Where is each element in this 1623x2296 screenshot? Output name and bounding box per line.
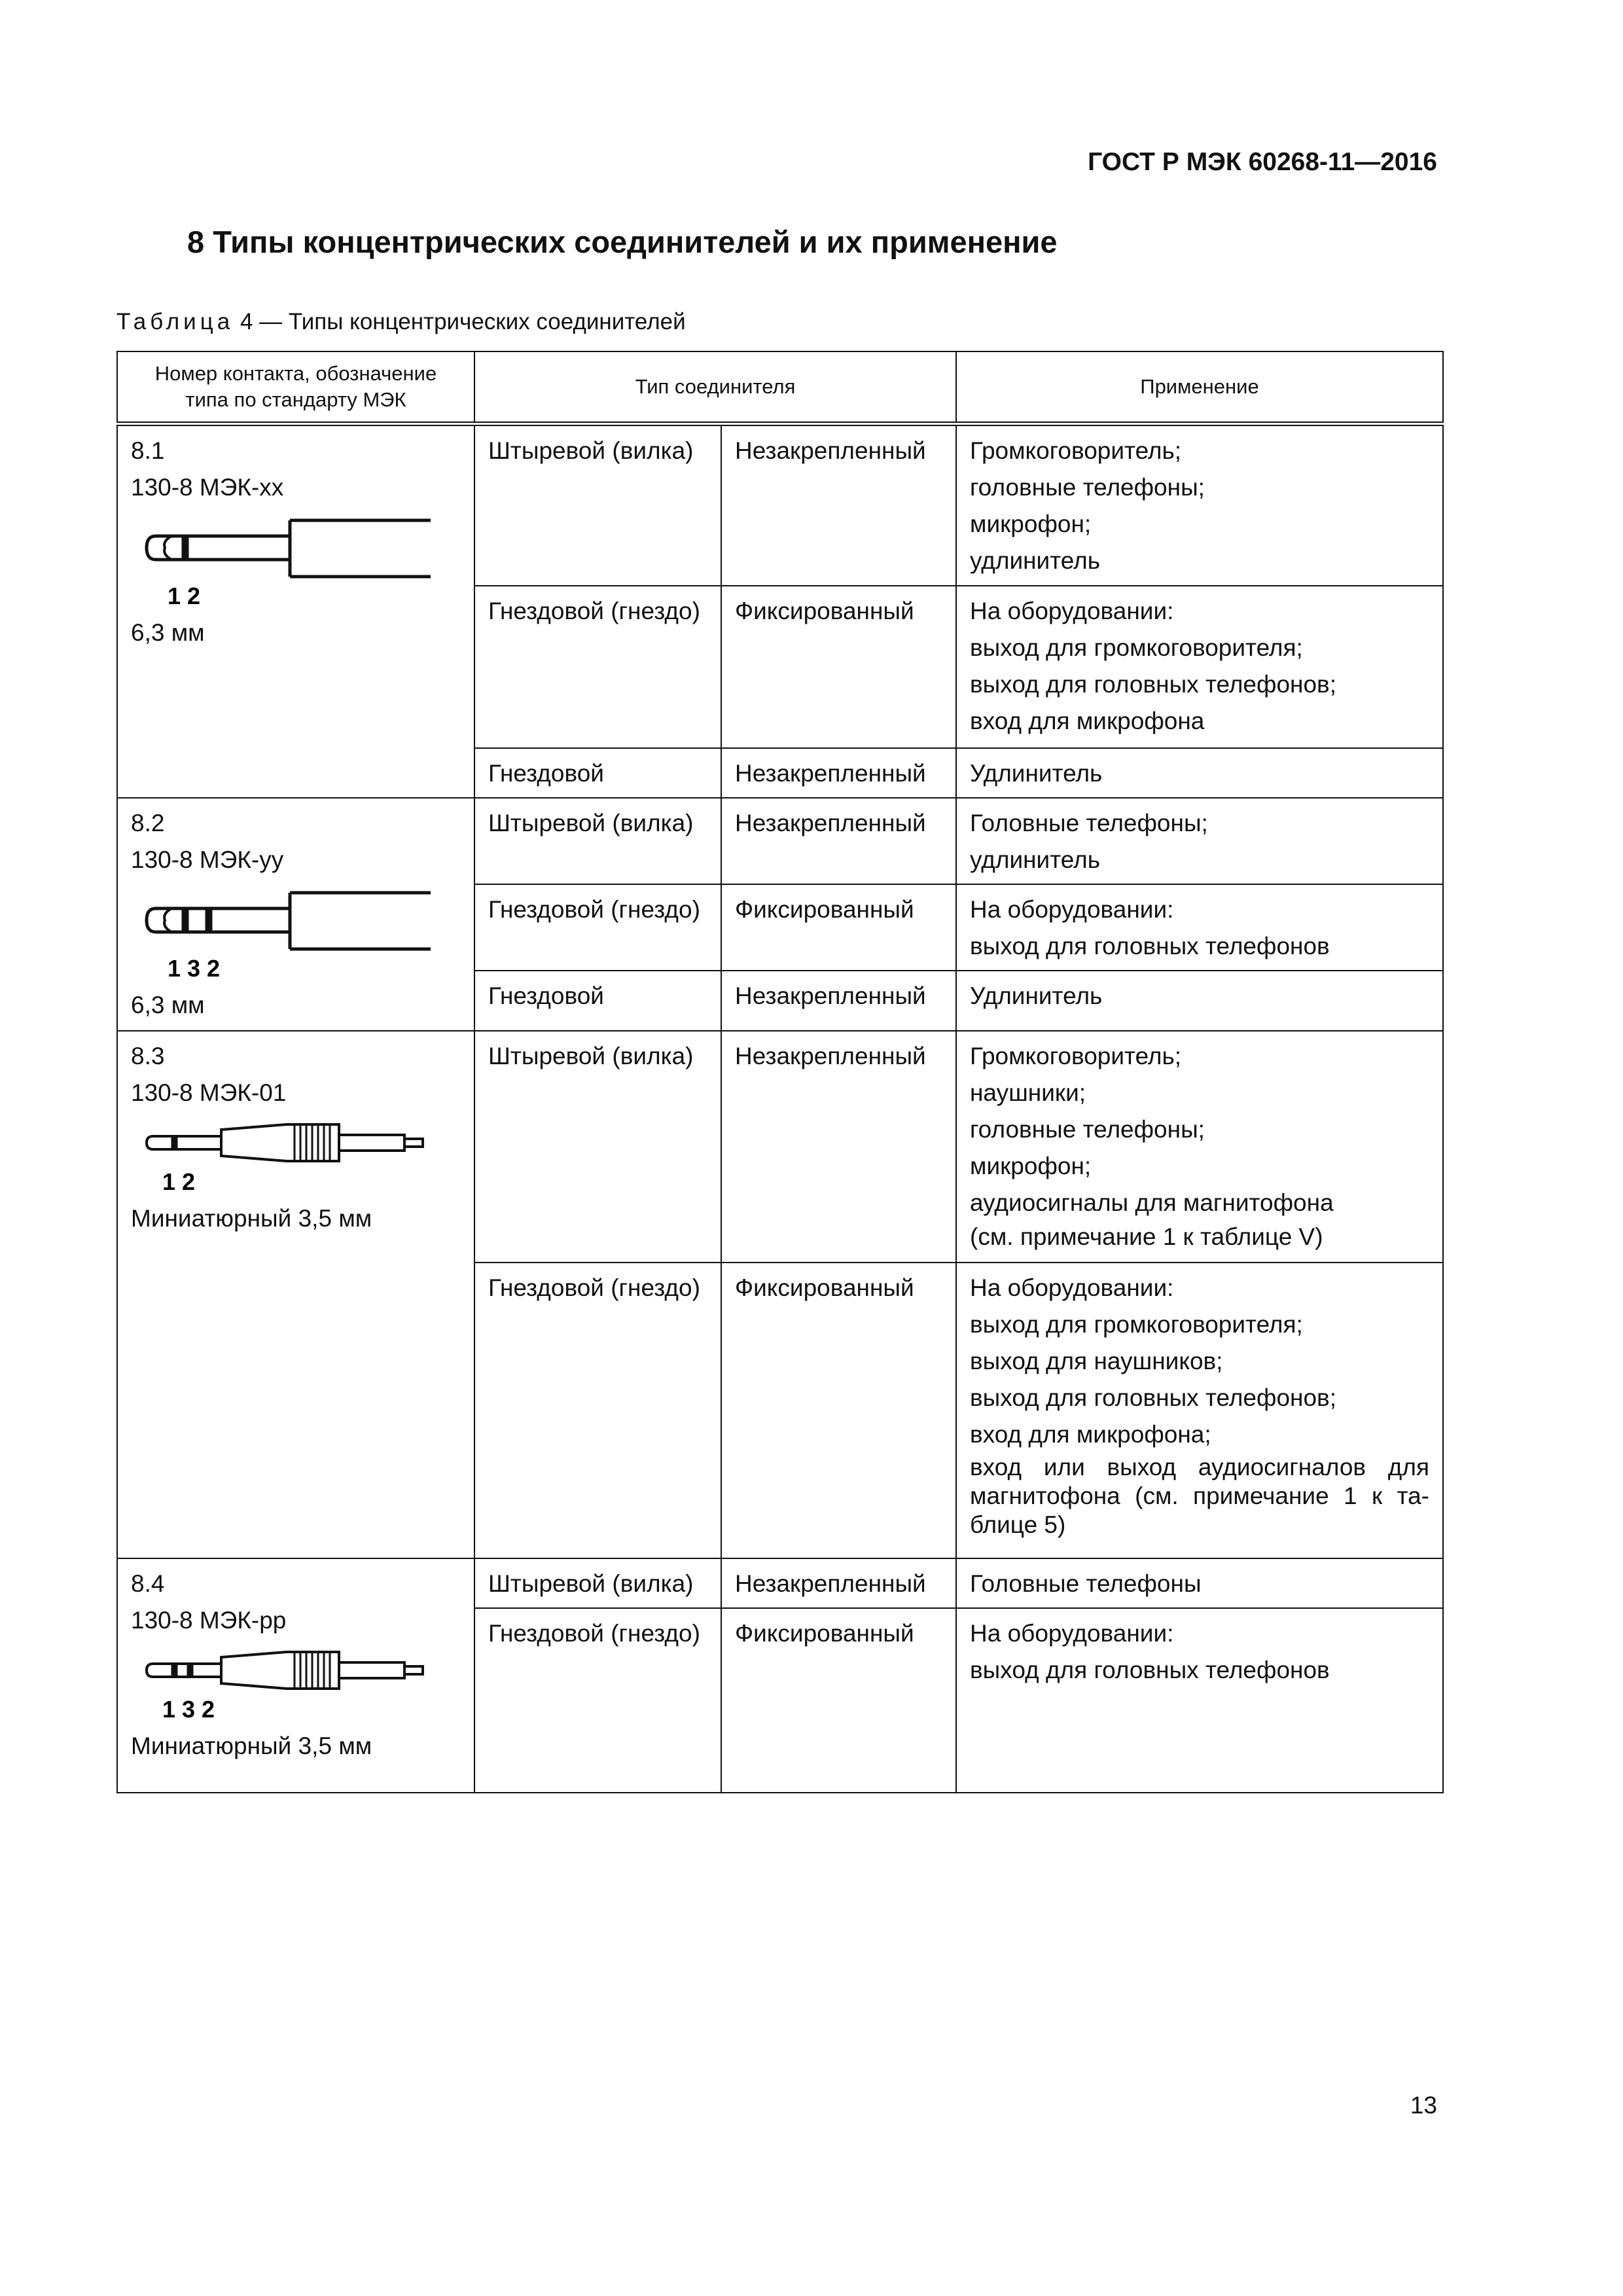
connector-type-cell: Штыревой (вилка) [474, 1558, 721, 1608]
application-line: На оборудовании: [970, 896, 1174, 923]
table-row [117, 798, 1443, 884]
application-cell [956, 423, 1443, 586]
table-row [117, 1031, 1443, 1263]
application-line: вход для микрофона; [970, 1421, 1211, 1448]
application-cell [956, 884, 1443, 971]
contact-number: 8.1 [131, 437, 165, 464]
application-line: Головные телефоны; [970, 810, 1208, 836]
connector-type-cell: Штыревой (вилка) [474, 798, 721, 884]
contact-designation-cell [117, 1558, 474, 1793]
connector-type-cell: Гнездовой (гнездо) [474, 1608, 721, 1793]
iec-designation: 130-8 МЭК-xx [131, 473, 284, 501]
application-line: выход для головных телефонов; [970, 1384, 1336, 1411]
mounting-cell: Фиксированный [721, 884, 956, 971]
iec-designation: 130-8 МЭК-pp [131, 1607, 287, 1634]
contact-labels: 1 2 [168, 582, 201, 609]
application-line: магнитофона (см. примечание 1 к та- [970, 1482, 1429, 1509]
application-cell [956, 1263, 1443, 1558]
connector-type-cell: Гнездовой [474, 971, 721, 1031]
mounting-cell: Незакрепленный [721, 1031, 956, 1263]
connector-size: 6,3 мм [131, 619, 205, 646]
application-cell [956, 1031, 1443, 1263]
application-line: микрофон; [970, 1153, 1092, 1179]
application-line: На оборудовании: [970, 1620, 1174, 1647]
application-line: выход для головных телефонов [970, 1657, 1330, 1683]
mounting-cell: Незакрепленный [721, 798, 956, 884]
application-line: вход или выход аудиосигналов для [970, 1454, 1429, 1480]
plug-3-5mm-3-contact-icon [143, 1648, 431, 1723]
contact-labels: 1 3 2 [162, 1696, 215, 1723]
application-line: выход для громкоговорителя; [970, 1311, 1303, 1338]
column-header-connector-type: Тип соединителя [474, 351, 956, 423]
application-line: Громкоговоритель; [970, 1043, 1182, 1069]
contact-number: 8.3 [131, 1043, 165, 1069]
connector-size: 6,3 мм [131, 992, 205, 1018]
application-line: головные телефоны; [970, 1116, 1205, 1143]
contact-number: 8.4 [131, 1570, 165, 1597]
mounting-cell: Незакрепленный [721, 423, 956, 586]
contact-designation-cell [117, 1031, 474, 1558]
application-cell [956, 1608, 1443, 1793]
application-line: микрофон; [970, 510, 1092, 537]
application-line: Удлинитель [970, 982, 1103, 1009]
application-line: вход для микрофона [970, 708, 1205, 734]
iec-designation: 130-8 МЭК-yy [131, 846, 284, 873]
table-row [117, 1558, 1443, 1608]
column-header-contact: Номер контакта, обозначение типа по стандарту МЭК [117, 351, 474, 423]
mounting-cell: Незакрепленный [721, 748, 956, 798]
section-title: 8 Типы концентрических соединителей и их применение [187, 224, 1058, 259]
table-caption [116, 309, 686, 335]
application-line: Громкоговоритель; [970, 437, 1182, 464]
contact-designation-cell [117, 423, 474, 798]
application-cell [956, 971, 1443, 1031]
application-line: удлинитель [970, 846, 1100, 873]
application-cell [956, 748, 1443, 798]
application-line: выход для громкоговорителя; [970, 634, 1303, 661]
connector-type-cell: Гнездовой (гнездо) [474, 586, 721, 748]
application-line: Удлинитель [970, 760, 1103, 787]
column-header-application: Применение [956, 351, 1443, 423]
connector-type-cell: Гнездовой (гнездо) [474, 884, 721, 971]
plug-3-5mm-2-contact-icon [143, 1121, 431, 1195]
mounting-cell: Фиксированный [721, 1263, 956, 1558]
application-line: (см. примечание 1 к таблице V) [970, 1223, 1323, 1250]
application-line: Головные телефоны [970, 1570, 1202, 1597]
application-line: блице 5) [970, 1511, 1066, 1538]
mounting-cell: Незакрепленный [721, 1558, 956, 1608]
application-cell [956, 586, 1443, 748]
table-row [117, 423, 1443, 586]
application-cell [956, 798, 1443, 884]
connector-type-cell: Гнездовой [474, 748, 721, 798]
mounting-cell: Фиксированный [721, 1608, 956, 1793]
connector-type-cell: Гнездовой (гнездо) [474, 1263, 721, 1558]
connector-types-table [116, 351, 1444, 1793]
application-line: удлинитель [970, 547, 1100, 574]
connector-type-cell: Штыревой (вилка) [474, 1031, 721, 1263]
table-caption-text: 4 — Типы концентрических соединителей [240, 309, 686, 334]
contact-number: 8.2 [131, 810, 165, 836]
application-cell [956, 1558, 1443, 1608]
mounting-cell: Фиксированный [721, 586, 956, 748]
contact-labels: 1 2 [162, 1168, 196, 1195]
application-line: аудиосигналы для магнитофона [970, 1189, 1334, 1216]
application-line: выход для головных телефонов [970, 933, 1330, 960]
application-line: На оборудовании: [970, 1274, 1174, 1301]
application-line: выход для головных телефонов; [970, 671, 1336, 698]
table-body [117, 423, 1443, 1793]
table-header-row [117, 351, 1443, 423]
standard-code: ГОСТ Р МЭК 60268-11—2016 [1088, 148, 1437, 176]
table-caption-label: Таблица [116, 309, 234, 334]
connector-type-cell: Штыревой (вилка) [474, 423, 721, 586]
plug-6-3mm-3-contact-icon [143, 888, 431, 982]
application-line: На оборудовании: [970, 598, 1174, 624]
iec-designation: 130-8 МЭК-01 [131, 1079, 287, 1106]
application-line: наушники; [970, 1079, 1086, 1106]
application-line: выход для наушников; [970, 1348, 1223, 1374]
plug-6-3mm-2-contact-icon [143, 515, 431, 609]
contact-labels: 1 3 2 [168, 955, 221, 982]
contact-designation-cell [117, 798, 474, 1031]
connector-size: Миниатюрный 3,5 мм [131, 1205, 372, 1232]
page-number: 13 [1410, 2092, 1437, 2119]
application-line: головные телефоны; [970, 473, 1205, 501]
connector-size: Миниатюрный 3,5 мм [131, 1732, 372, 1759]
mounting-cell: Незакрепленный [721, 971, 956, 1031]
